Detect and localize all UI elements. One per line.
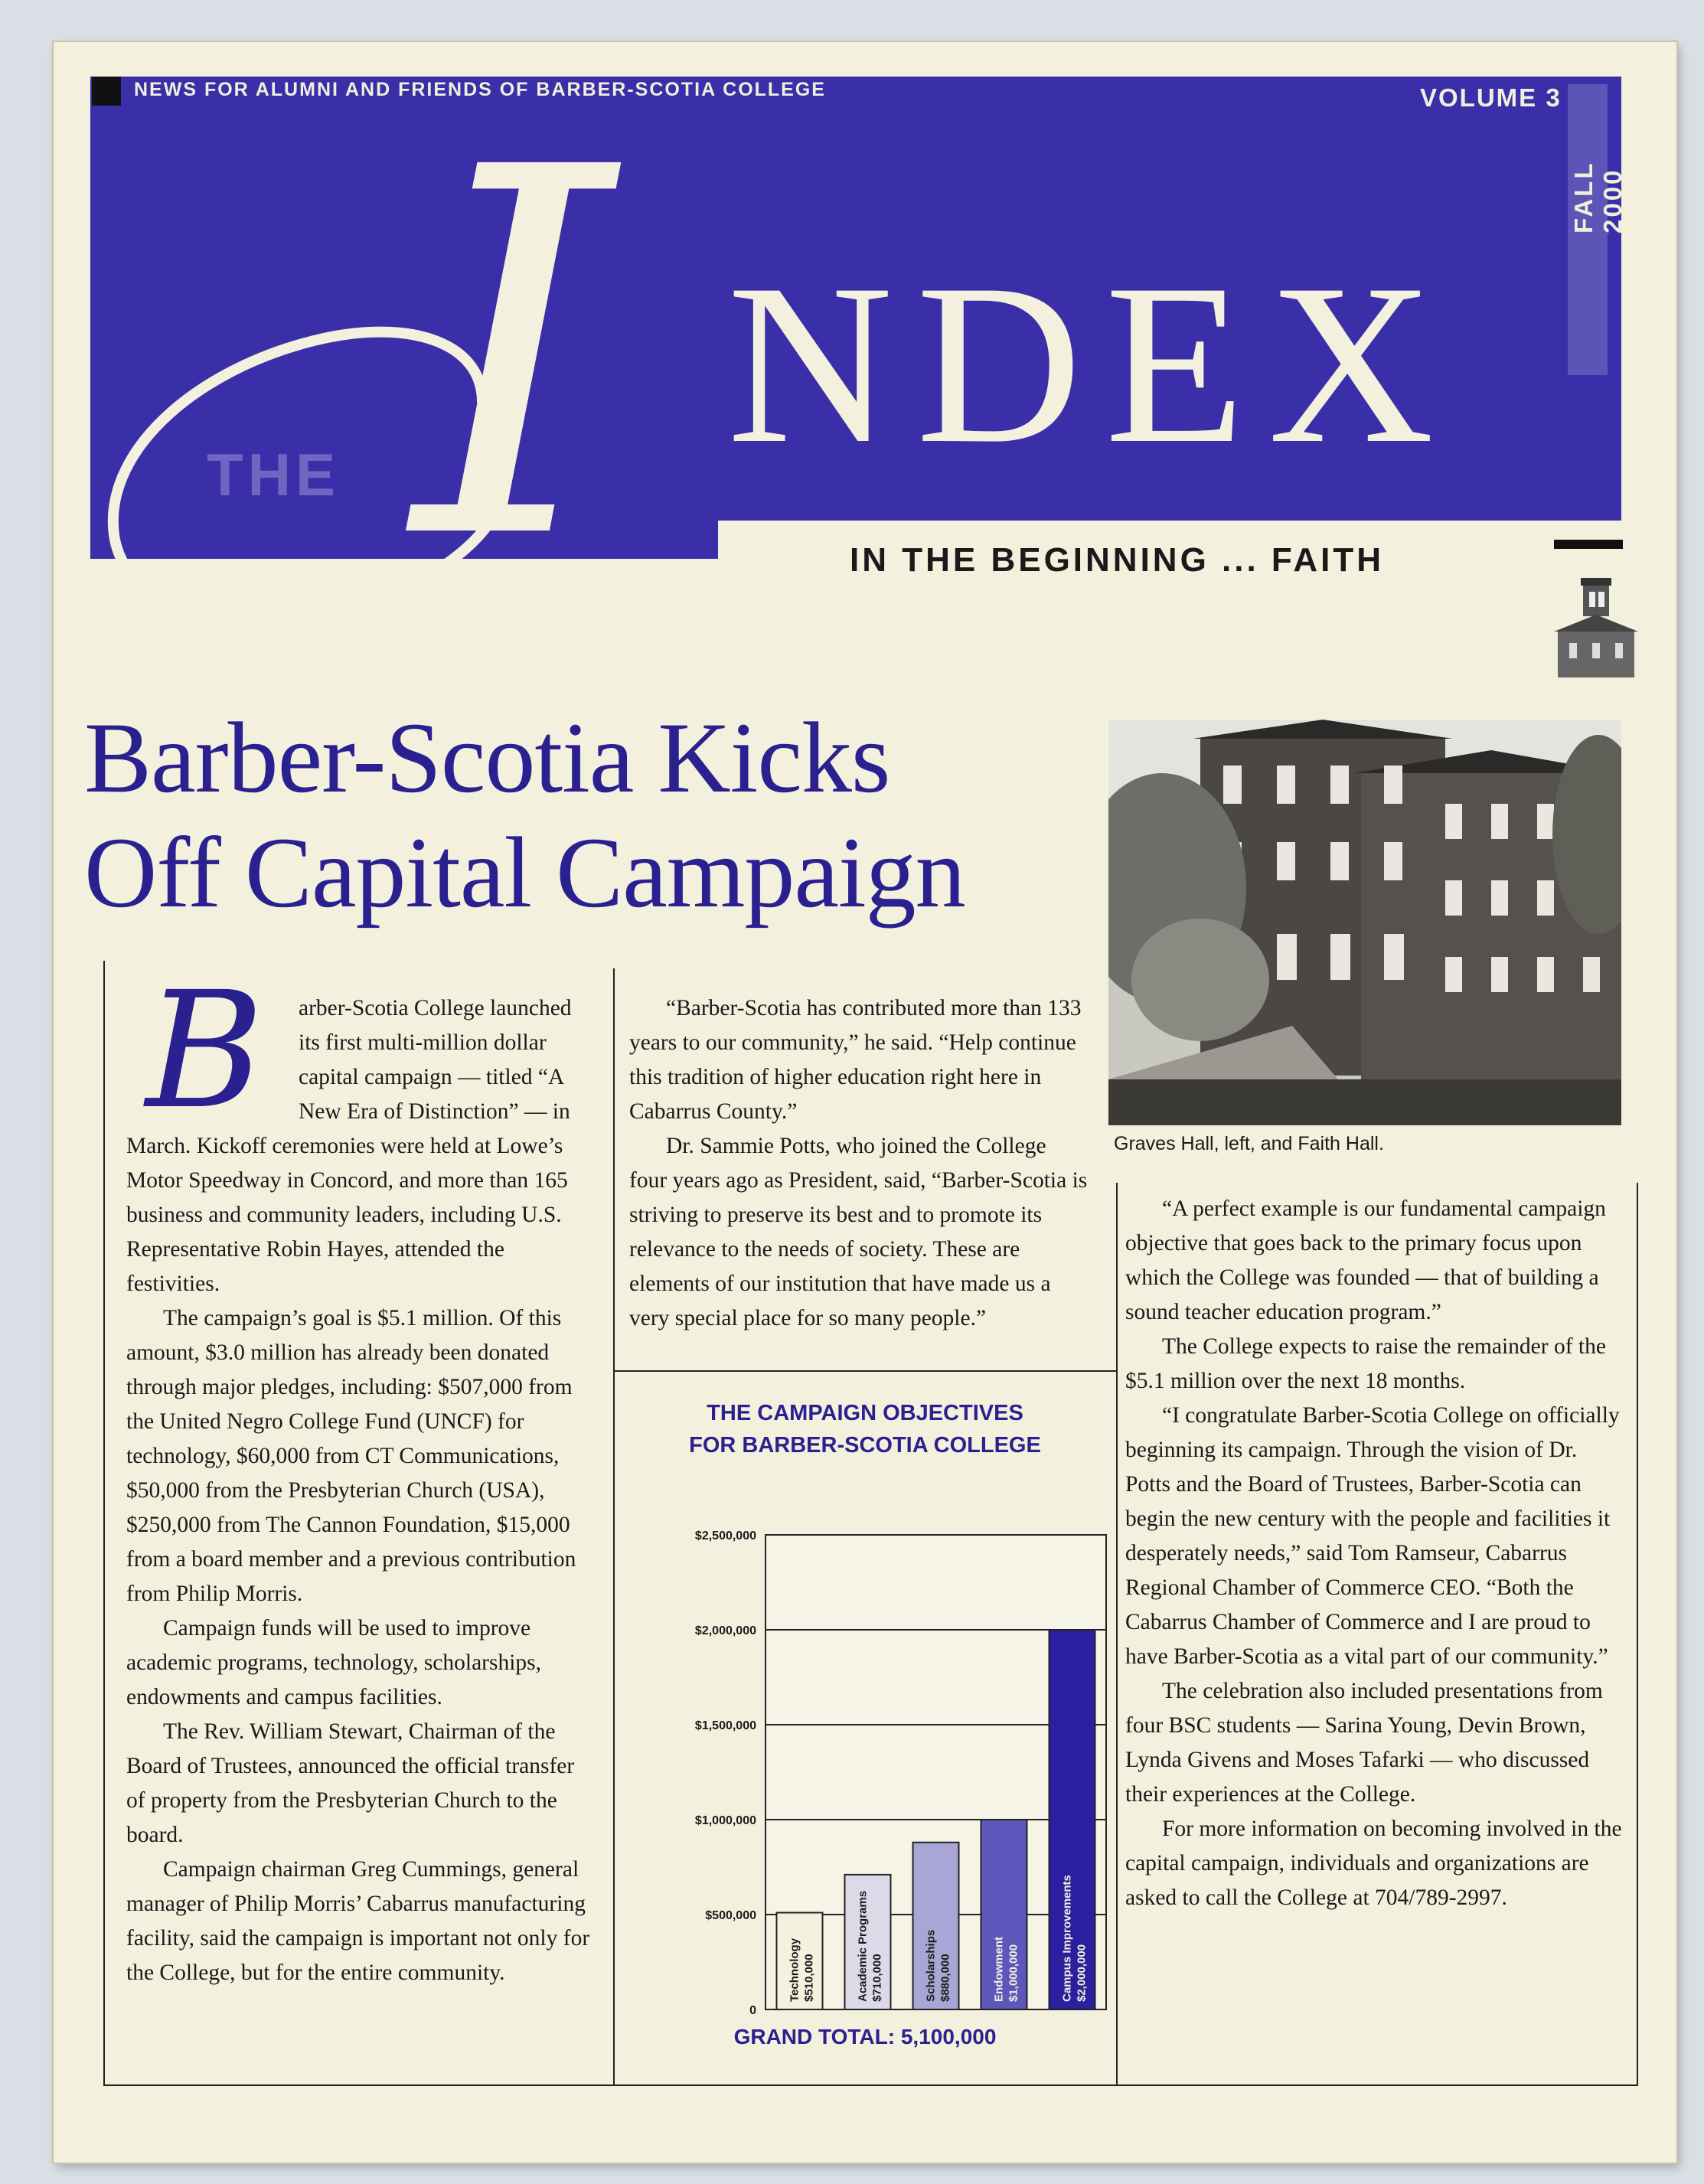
chart-bar-value-label: $880,000 <box>939 1954 952 2002</box>
article-column-1 <box>126 957 593 1990</box>
headline <box>84 700 1171 930</box>
frame-bottom-rule <box>103 2084 1638 2086</box>
chart-title-line-2: FOR BARBER-SCOTIA COLLEGE <box>689 1433 1041 1458</box>
graves-faith-hall-photo <box>1108 720 1621 1125</box>
column-divider-1 <box>613 968 615 2086</box>
paragraph: Dr. Sammie Potts, who joined the College four years ago as President, said, “Barber-Scotia is striving to preserve its best and to promote its relevance to the needs of society. These are elements of our institution that have made us a very special place for so many people.” <box>629 1134 1088 1330</box>
headline-line-1: Barber-Scotia Kicks <box>84 701 890 814</box>
chart-y-tick-label: $500,000 <box>705 1909 756 1922</box>
chart-bar-label: Endowment <box>992 1937 1006 2002</box>
headline-line-2: Off Capital Campaign <box>84 816 965 929</box>
volume-label: VOLUME 3 <box>1420 83 1562 112</box>
masthead-subhead: IN THE BEGINNING ... FAITH <box>850 541 1385 579</box>
column-divider-2 <box>1116 1183 1118 2086</box>
paragraph: “A perfect example is our fundamental campaign objective that goes back to the primary focus upon which the College was founded — that of building a sound teacher education program.” <box>1125 1196 1606 1324</box>
article-column-2 <box>629 991 1089 1336</box>
bell-tower-icon <box>1539 570 1653 685</box>
chart-y-tick-label: $1,500,000 <box>694 1719 756 1732</box>
chart-bar-value-label: $510,000 <box>802 1954 816 2002</box>
chart-bar-label: Campus Improvements <box>1060 1875 1074 2002</box>
masthead-tagline: NEWS FOR ALUMNI AND FRIENDS OF BARBER-SCOTIA COLLEGE <box>134 79 826 100</box>
drop-cap: B <box>145 957 264 1144</box>
newsletter-page <box>54 42 1676 2163</box>
masthead-initial: I <box>413 61 613 650</box>
chart-bar-label: Scholarships <box>924 1929 938 2002</box>
photo-caption: Graves Hall, left, and Faith Hall. <box>1114 1133 1384 1154</box>
chart-bar-label: Academic Programs <box>856 1890 870 2002</box>
paragraph: Campaign chairman Greg Cummings, general manager of Philip Morris’ Cabarrus manufacturing facility, said the campaign is important not only for the College, but for the entire community. <box>126 1857 590 1985</box>
chart-bar-value-label: $2,000,000 <box>1075 1944 1089 2002</box>
chart-y-tick-label: $2,500,000 <box>694 1529 756 1543</box>
chart-title <box>635 1397 1095 1461</box>
paragraph: The campaign’s goal is $5.1 million. Of this amount, $3.0 million has already been donated through major pledges, including: $507,000 from the United Negro College Fund (UNCF) for technology, $60,000 from CT Communications, $50,000 from the Presbyterian Church (USA), $250,000 from The Cannon Foundation, $15,000 from a board member and a previous contribution from Philip Morris. <box>126 1306 576 1606</box>
chart-bar-label: Technology <box>788 1938 801 2002</box>
paragraph: The College expects to raise the remainder of the $5.1 million over the next 18 months. <box>1125 1334 1606 1393</box>
masthead-corner-mark <box>92 77 121 106</box>
chart-grand-total: GRAND TOTAL: 5,100,000 <box>733 2025 997 2049</box>
campaign-objectives-chart <box>624 1481 1114 2017</box>
chart-y-tick-label: $2,000,000 <box>694 1624 756 1637</box>
chart-y-tick-label: $1,000,000 <box>694 1814 756 1827</box>
paragraph: The Rev. William Stewart, Chairman of the Board of Trustees, announced the official transfer of property from the Presbyterian Church to the board. <box>126 1719 575 1847</box>
season-label: FALL 2000 <box>1569 162 1627 233</box>
masthead-title: NDEX <box>727 237 1458 491</box>
chart-top-rule <box>613 1370 1116 1372</box>
article-column-3 <box>1125 1192 1623 1915</box>
paragraph: The celebration also included presentations from four BSC students — Sarina Young, Devin Brown, Lynda Givens and Moses Tafarki — who discussed their experiences at the College. <box>1125 1679 1603 1807</box>
frame-left-rule <box>103 961 105 2086</box>
paragraph: “I congratulate Barber-Scotia College on officially beginning its campaign. Through the vision of Dr. Potts and the Board of Trustees, Barber-Scotia can begin the new century with the people and facilities it desperately needs,” said Tom Ramseur, Cabarrus Regional Chamber of Commerce CEO. “Both the Cabarrus Chamber of Commerce and I are proud to have Barber-Scotia as a vital part of our community.” <box>1125 1403 1620 1669</box>
chart-bar-value-label: $1,000,000 <box>1007 1944 1020 2002</box>
chart-y-tick-label: 0 <box>749 2004 756 2017</box>
chart-bar-value-label: $710,000 <box>870 1954 884 2002</box>
paragraph: “Barber-Scotia has contributed more than 133 years to our community,” he said. “Help continue this tradition of higher education right here in Cabarrus County.” <box>629 996 1082 1124</box>
masthead-the: THE <box>207 441 340 508</box>
frame-right-rule <box>1637 1183 1638 2086</box>
paragraph: For more information on becoming involved in the capital campaign, individuals and organizations are asked to call the College at 704/789-2997. <box>1125 1817 1622 1910</box>
paragraph: Campaign funds will be used to improve academic programs, technology, scholarships, endowments and campus facilities. <box>126 1616 542 1709</box>
paragraph: arber-Scotia College launched its first multi-million dollar capital campaign — titled “A New Era of Distinction” — in March. Kickoff ceremonies were held at Lowe’s Motor Speedway in Concord, and more than 165 business and community leaders, including U.S. Representative Robin Hayes, attended the festivities. <box>126 996 572 1296</box>
subhead-rule <box>1554 540 1623 549</box>
chart-title-line-1: THE CAMPAIGN OBJECTIVES <box>707 1401 1023 1425</box>
